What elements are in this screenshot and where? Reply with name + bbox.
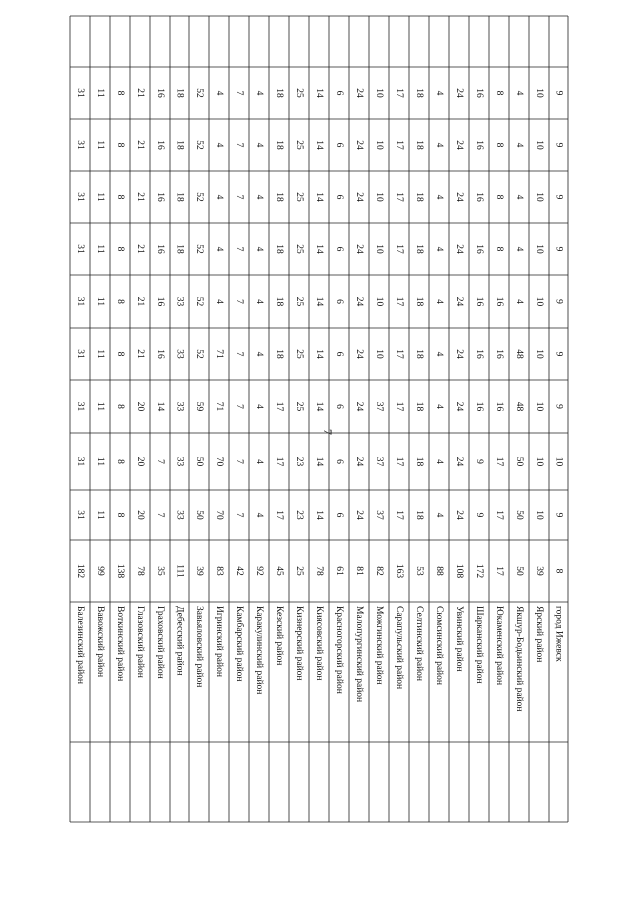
value-cell: 24 (454, 296, 464, 307)
value-cell: 71 (214, 401, 224, 412)
value-cell: 4 (434, 246, 444, 252)
value-cell: 31 (75, 296, 85, 307)
value-cell: 6 (334, 404, 344, 409)
value-cell: 10 (534, 192, 544, 202)
value-cell: 18 (414, 510, 424, 520)
value-cell: 4 (214, 142, 224, 148)
district-name: Вавожский район (95, 606, 105, 678)
value-cell: 16 (155, 192, 165, 202)
value-cell: 7 (234, 459, 244, 464)
value-cell: 8 (115, 512, 125, 518)
value-cell: 17 (274, 401, 284, 412)
value-cell: 18 (414, 456, 424, 467)
value-cell: 8 (553, 568, 564, 574)
value-cell: 17 (274, 510, 284, 520)
value-cell: 17 (394, 296, 404, 307)
value-cell: 24 (354, 140, 364, 150)
value-cell: 52 (194, 88, 204, 98)
value-cell: 4 (434, 142, 444, 148)
value-cell: 18 (414, 88, 424, 98)
value-cell: 138 (115, 563, 125, 579)
value-cell: 17 (394, 244, 404, 254)
value-cell: 7 (234, 299, 244, 304)
value-cell: 10 (553, 456, 564, 467)
value-cell: 24 (454, 456, 464, 467)
value-cell: 163 (394, 563, 404, 579)
value-cell: 6 (334, 299, 344, 304)
value-cell: 10 (534, 88, 544, 98)
value-cell: 10 (534, 456, 544, 467)
district-name: Кезский район (274, 606, 284, 666)
value-cell: 8 (115, 142, 125, 148)
value-cell: 7 (234, 90, 244, 96)
value-cell: 8 (115, 246, 125, 252)
value-cell: 18 (414, 140, 424, 150)
district-name: Шарканский район (474, 606, 484, 684)
value-cell: 18 (414, 401, 424, 412)
value-cell: 33 (174, 456, 185, 467)
value-cell: 21 (135, 88, 145, 98)
value-cell: 14 (314, 192, 324, 202)
value-cell: 111 (174, 564, 185, 578)
value-cell: 31 (75, 510, 85, 520)
value-cell: 9 (553, 246, 564, 252)
value-cell: 11 (95, 140, 105, 150)
value-cell: 8 (494, 90, 504, 96)
district-name: Игринский район (214, 606, 224, 677)
value-cell: 17 (394, 192, 404, 202)
value-cell: 10 (534, 140, 544, 150)
value-cell: 11 (95, 192, 105, 202)
value-cell: 14 (314, 401, 324, 412)
value-cell: 50 (194, 456, 204, 467)
value-cell: 6 (334, 142, 344, 148)
value-cell: 33 (174, 510, 185, 520)
value-cell: 81 (354, 566, 364, 576)
value-cell: 6 (334, 194, 344, 200)
value-cell: 21 (135, 296, 145, 307)
value-cell: 25 (294, 192, 304, 202)
value-cell: 10 (534, 401, 544, 412)
value-cell: 11 (95, 510, 105, 520)
value-cell: 16 (155, 88, 165, 98)
value-cell: 24 (454, 510, 464, 520)
value-cell: 23 (294, 510, 304, 520)
value-cell: 17 (394, 349, 404, 359)
value-cell: 48 (514, 401, 524, 412)
value-cell: 17 (394, 140, 404, 150)
value-cell: 4 (254, 404, 264, 409)
value-cell: 16 (155, 244, 165, 254)
value-cell: 8 (494, 142, 504, 148)
value-cell: 25 (294, 296, 304, 307)
value-cell: 8 (494, 194, 504, 200)
value-cell: 82 (374, 566, 384, 576)
value-cell: 17 (394, 88, 404, 98)
value-cell: 4 (254, 142, 264, 148)
value-cell: 4 (254, 194, 264, 200)
district-name: Завьяловский район (194, 606, 204, 688)
value-cell: 16 (474, 244, 484, 254)
value-cell: 10 (374, 140, 384, 150)
value-cell: 24 (454, 192, 464, 202)
value-cell: 16 (474, 192, 484, 202)
value-cell: 17 (274, 456, 284, 467)
value-cell: 7 (234, 142, 244, 148)
value-cell: 33 (174, 349, 185, 359)
value-cell: 4 (514, 246, 524, 252)
value-cell: 24 (454, 401, 464, 412)
value-cell: 18 (174, 244, 185, 254)
district-name: Сюмсинский район (434, 606, 444, 685)
value-cell: 20 (135, 401, 145, 412)
value-cell: 9 (553, 142, 564, 148)
district-name: Камбарский район (234, 606, 244, 682)
value-cell: 42 (234, 566, 244, 576)
value-cell: 10 (534, 244, 544, 254)
value-cell: 18 (274, 296, 284, 307)
value-cell: 7 (234, 246, 244, 252)
value-cell: 31 (75, 88, 85, 98)
value-cell: 16 (155, 140, 165, 150)
value-cell: 17 (494, 456, 504, 467)
value-cell: 31 (75, 192, 85, 202)
value-cell: 21 (135, 244, 145, 254)
value-cell: 45 (274, 566, 284, 576)
value-cell: 9 (553, 512, 564, 518)
value-cell: 21 (135, 140, 145, 150)
value-cell: 24 (454, 140, 464, 150)
value-cell: 16 (494, 401, 504, 412)
value-cell: 18 (414, 349, 424, 359)
value-cell: 37 (374, 401, 384, 412)
value-cell: 4 (514, 299, 524, 304)
value-cell: 16 (474, 88, 484, 98)
district-name: Якшур-Бодьинский район (514, 606, 524, 712)
value-cell: 48 (514, 349, 524, 359)
value-cell: 4 (214, 246, 224, 252)
value-cell: 24 (354, 296, 364, 307)
value-cell: 70 (214, 456, 224, 467)
value-cell: 83 (214, 566, 224, 576)
value-cell: 24 (454, 244, 464, 254)
value-cell: 10 (534, 510, 544, 520)
value-cell: 18 (414, 244, 424, 254)
value-cell: 14 (314, 140, 324, 150)
value-cell: 52 (194, 192, 204, 202)
value-cell: 39 (534, 566, 544, 576)
district-name: Глазовский район (135, 606, 145, 678)
value-cell: 16 (155, 349, 165, 359)
district-name: Сарапульский район (394, 606, 404, 690)
value-cell: 88 (434, 566, 444, 576)
district-name: Балезинский район (75, 606, 85, 685)
value-cell: 21 (135, 192, 145, 202)
value-cell: 108 (454, 563, 464, 579)
value-cell: 4 (254, 299, 264, 304)
value-cell: 4 (514, 90, 524, 96)
value-cell: 10 (534, 296, 544, 307)
district-name: Граховский район (155, 606, 165, 679)
value-cell: 25 (294, 349, 304, 359)
district-name: Юкаменский район (494, 606, 504, 686)
value-cell: 50 (194, 510, 204, 520)
value-cell: 9 (553, 90, 564, 96)
value-cell: 17 (394, 510, 404, 520)
district-name: Каракулинский район (254, 606, 264, 695)
district-name: город Ижевск (553, 606, 564, 662)
value-cell: 10 (374, 88, 384, 98)
page-number: 7 (321, 429, 335, 435)
value-cell: 24 (454, 349, 464, 359)
value-cell: 4 (434, 299, 444, 304)
value-cell: 10 (374, 296, 384, 307)
value-cell: 17 (394, 401, 404, 412)
value-cell: 9 (553, 351, 564, 357)
value-cell: 24 (354, 510, 364, 520)
value-cell: 24 (354, 456, 364, 467)
value-cell: 16 (155, 296, 165, 307)
value-cell: 92 (254, 566, 264, 576)
value-cell: 78 (314, 566, 324, 576)
value-cell: 182 (75, 563, 85, 579)
value-cell: 37 (374, 510, 384, 520)
value-cell: 8 (115, 351, 125, 357)
value-cell: 8 (115, 299, 125, 304)
value-cell: 4 (514, 194, 524, 200)
value-cell: 50 (514, 566, 524, 576)
value-cell: 9 (553, 194, 564, 200)
value-cell: 52 (194, 140, 204, 150)
value-cell: 10 (374, 244, 384, 254)
value-cell: 11 (95, 456, 105, 467)
value-cell: 10 (374, 192, 384, 202)
value-cell: 16 (474, 140, 484, 150)
value-cell: 35 (155, 566, 165, 576)
value-cell: 4 (254, 351, 264, 357)
value-cell: 24 (354, 192, 364, 202)
value-cell: 4 (254, 246, 264, 252)
value-cell: 18 (274, 192, 284, 202)
value-cell: 6 (334, 90, 344, 96)
value-cell: 17 (394, 456, 404, 467)
value-cell: 4 (434, 351, 444, 357)
value-cell: 20 (135, 510, 145, 520)
value-cell: 14 (314, 88, 324, 98)
value-cell: 7 (155, 459, 165, 464)
value-cell: 4 (214, 90, 224, 96)
value-cell: 24 (354, 401, 364, 412)
value-cell: 9 (553, 299, 564, 304)
value-cell: 18 (174, 88, 185, 98)
value-cell: 16 (494, 296, 504, 307)
value-cell: 24 (354, 349, 364, 359)
value-cell: 16 (474, 401, 484, 412)
value-cell: 6 (334, 246, 344, 252)
value-cell: 14 (314, 244, 324, 254)
value-cell: 71 (214, 349, 224, 359)
value-cell: 52 (194, 244, 204, 254)
value-cell: 70 (214, 510, 224, 520)
value-cell: 8 (115, 90, 125, 96)
value-cell: 31 (75, 244, 85, 254)
value-cell: 23 (294, 456, 304, 467)
value-cell: 18 (274, 244, 284, 254)
value-cell: 7 (155, 512, 165, 518)
value-cell: 8 (115, 404, 125, 409)
value-cell: 33 (174, 296, 185, 307)
district-name: Селтинский район (414, 606, 424, 681)
value-cell: 31 (75, 401, 85, 412)
value-cell: 4 (214, 194, 224, 200)
value-cell: 9 (474, 512, 484, 518)
value-cell: 9 (474, 459, 484, 464)
value-cell: 25 (294, 88, 304, 98)
value-cell: 10 (374, 349, 384, 359)
value-cell: 4 (254, 512, 264, 518)
value-cell: 16 (474, 349, 484, 359)
value-cell: 52 (194, 349, 204, 359)
value-cell: 8 (494, 246, 504, 252)
value-cell: 37 (374, 456, 384, 467)
value-cell: 7 (234, 351, 244, 357)
value-cell: 18 (174, 192, 185, 202)
value-cell: 25 (294, 140, 304, 150)
value-cell: 10 (534, 349, 544, 359)
value-cell: 6 (334, 512, 344, 518)
value-cell: 8 (115, 194, 125, 200)
value-cell: 4 (214, 299, 224, 304)
value-cell: 7 (234, 404, 244, 409)
value-cell: 31 (75, 456, 85, 467)
value-cell: 21 (135, 349, 145, 359)
value-cell: 31 (75, 349, 85, 359)
value-cell: 4 (434, 512, 444, 518)
district-name: Киясовский район (314, 606, 324, 681)
value-cell: 52 (194, 296, 204, 307)
value-cell: 6 (334, 459, 344, 464)
value-cell: 14 (155, 401, 165, 412)
value-cell: 11 (95, 349, 105, 359)
value-cell: 14 (314, 349, 324, 359)
value-cell: 24 (454, 88, 464, 98)
value-cell: 11 (95, 296, 105, 307)
value-cell: 11 (95, 244, 105, 254)
value-cell: 78 (135, 566, 145, 576)
value-cell: 17 (494, 566, 504, 576)
district-name: Малопургинский район (354, 606, 364, 703)
district-name: Кизнерский район (294, 606, 304, 681)
district-name: Увинский район (454, 606, 464, 672)
value-cell: 172 (474, 563, 484, 579)
value-cell: 24 (354, 244, 364, 254)
value-cell: 59 (194, 401, 204, 412)
value-cell: 7 (234, 512, 244, 518)
value-cell: 4 (434, 194, 444, 200)
value-cell: 50 (514, 456, 524, 467)
value-cell: 6 (334, 351, 344, 357)
value-cell: 14 (314, 456, 324, 467)
value-cell: 8 (115, 459, 125, 464)
district-name: Красногорский район (334, 606, 344, 694)
value-cell: 31 (75, 140, 85, 150)
value-cell: 53 (414, 566, 424, 576)
value-cell: 14 (314, 296, 324, 307)
value-cell: 25 (294, 244, 304, 254)
value-cell: 20 (135, 456, 145, 467)
value-cell: 17 (494, 510, 504, 520)
value-cell: 18 (274, 349, 284, 359)
district-name: Дебесский район (174, 606, 185, 676)
value-cell: 50 (514, 510, 524, 520)
value-cell: 99 (95, 566, 105, 576)
value-cell: 33 (174, 401, 185, 412)
value-cell: 25 (294, 401, 304, 412)
value-cell: 4 (514, 142, 524, 148)
value-cell: 18 (274, 140, 284, 150)
value-cell: 4 (434, 459, 444, 464)
value-cell: 4 (434, 404, 444, 409)
district-name: Воткинский район (115, 606, 125, 682)
value-cell: 39 (194, 566, 204, 576)
value-cell: 4 (254, 459, 264, 464)
value-cell: 7 (234, 194, 244, 200)
value-cell: 25 (294, 566, 304, 576)
district-name: Ярский район (534, 606, 544, 663)
value-cell: 18 (174, 140, 185, 150)
value-cell: 16 (474, 296, 484, 307)
value-cell: 14 (314, 510, 324, 520)
value-cell: 18 (274, 88, 284, 98)
value-cell: 61 (334, 566, 344, 576)
value-cell: 4 (254, 90, 264, 96)
value-cell: 18 (414, 192, 424, 202)
district-name: Можгинский район (374, 606, 384, 685)
value-cell: 16 (494, 349, 504, 359)
value-cell: 11 (95, 401, 105, 412)
value-cell: 11 (95, 88, 105, 98)
value-cell: 18 (414, 296, 424, 307)
value-cell: 9 (553, 404, 564, 409)
value-cell: 4 (434, 90, 444, 96)
value-cell: 24 (354, 88, 364, 98)
